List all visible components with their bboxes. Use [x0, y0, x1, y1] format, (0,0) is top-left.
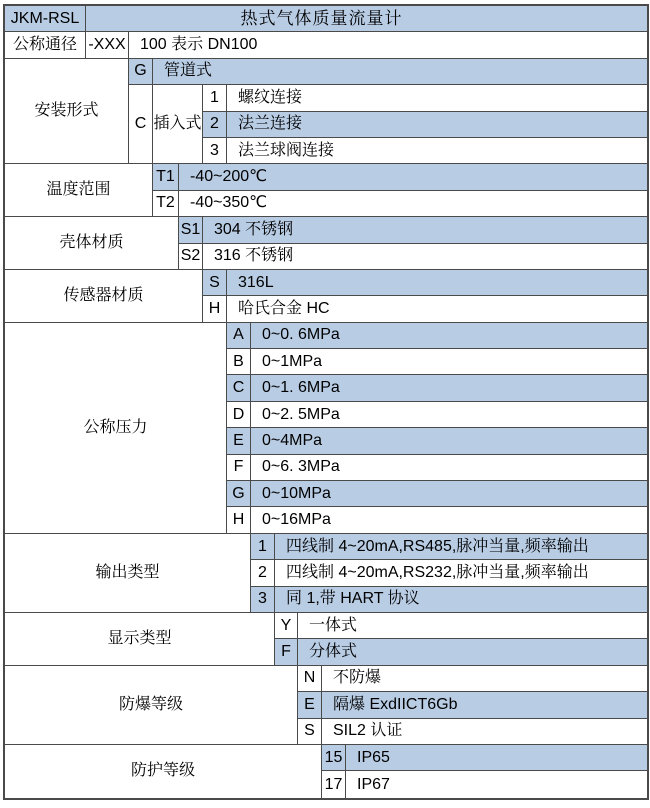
code-cell: 2 [203, 112, 227, 138]
value-cell: 管道式 [153, 59, 647, 85]
section-label-install: 安装形式 [5, 59, 129, 165]
value-cell: 法兰球阀连接 [227, 138, 647, 164]
spec-table [3, 4, 649, 800]
value-cell: -40~350℃ [179, 191, 647, 217]
code-cell: E [227, 428, 251, 454]
code-cell: S2 [179, 244, 203, 270]
code-cell: T2 [153, 191, 179, 217]
code-cell: -XXX [86, 32, 129, 58]
code-cell: G [227, 481, 251, 507]
section-label-display: 显示类型 [5, 613, 275, 666]
code-cell: 2 [251, 560, 275, 586]
value-cell: 0~6. 3MPa [251, 455, 647, 481]
value-cell: 哈氏合金 HC [227, 296, 647, 322]
value-cell: 四线制 4~20mA,RS232,脉冲当量,频率输出 [275, 560, 647, 586]
value-cell: SIL2 认证 [322, 719, 647, 745]
model-code-cell: JKM-RSL [5, 6, 86, 32]
code-cell: B [227, 349, 251, 375]
code-cell: 3 [251, 587, 275, 613]
code-cell: Y [275, 613, 298, 639]
value-cell: IP67 [346, 771, 647, 797]
code-cell: 15 [322, 745, 346, 771]
value-cell: 316 不锈钢 [203, 244, 647, 270]
section-label-dn: 公称通径 [5, 32, 86, 58]
code-cell: S1 [179, 217, 203, 243]
code-cell: 3 [203, 138, 227, 164]
value-cell: 法兰连接 [227, 112, 647, 138]
value-cell: 0~10MPa [251, 481, 647, 507]
value-cell: 一体式 [298, 613, 647, 639]
code-cell: N [298, 666, 322, 692]
value-cell: 0~1. 6MPa [251, 375, 647, 401]
code-cell: F [275, 639, 298, 665]
section-label-protection: 防护等级 [5, 745, 322, 798]
value-cell: 0~16MPa [251, 507, 647, 533]
code-cell: A [227, 323, 251, 349]
value-cell: 0~1MPa [251, 349, 647, 375]
value-cell: 四线制 4~20mA,RS485,脉冲当量,频率输出 [275, 534, 647, 560]
value-cell: 隔爆 ExdIICT6Gb [322, 692, 647, 718]
section-label-housing: 壳体材质 [5, 217, 179, 270]
section-label-sensor: 传感器材质 [5, 270, 203, 323]
code-cell: E [298, 692, 322, 718]
section-label-pressure: 公称压力 [5, 323, 227, 534]
value-cell: IP65 [346, 745, 647, 771]
value-cell: 螺纹连接 [227, 85, 647, 111]
code-cell: 1 [203, 85, 227, 111]
table-title-cell: 热式气体质量流量计 [86, 6, 647, 32]
code-cell: D [227, 402, 251, 428]
code-cell: 1 [251, 534, 275, 560]
code-cell: C [227, 375, 251, 401]
code-cell: S [203, 270, 227, 296]
value-cell: 304 不锈钢 [203, 217, 647, 243]
value-cell: 316L [227, 270, 647, 296]
section-label-explosion: 防爆等级 [5, 666, 298, 745]
value-cell: 分体式 [298, 639, 647, 665]
code-cell: G [129, 59, 153, 85]
section-label-output: 输出类型 [5, 534, 251, 613]
code-cell: S [298, 719, 322, 745]
value-cell: 0~0. 6MPa [251, 323, 647, 349]
code-cell: T1 [153, 164, 179, 190]
value-cell: 100 表示 DN100 [129, 32, 647, 58]
code-cell: F [227, 455, 251, 481]
value-cell: 同 1,带 HART 协议 [275, 587, 647, 613]
value-cell: -40~200℃ [179, 164, 647, 190]
value-cell: 不防爆 [322, 666, 647, 692]
section-label-temp: 温度范围 [5, 164, 153, 217]
value-cell: 0~4MPa [251, 428, 647, 454]
code-cell: H [227, 507, 251, 533]
code-cell: H [203, 296, 227, 322]
code-cell: 17 [322, 771, 346, 797]
value-cell: 0~2. 5MPa [251, 402, 647, 428]
insert-type-cell: 插入式 [153, 85, 203, 164]
code-cell: C [129, 85, 153, 164]
